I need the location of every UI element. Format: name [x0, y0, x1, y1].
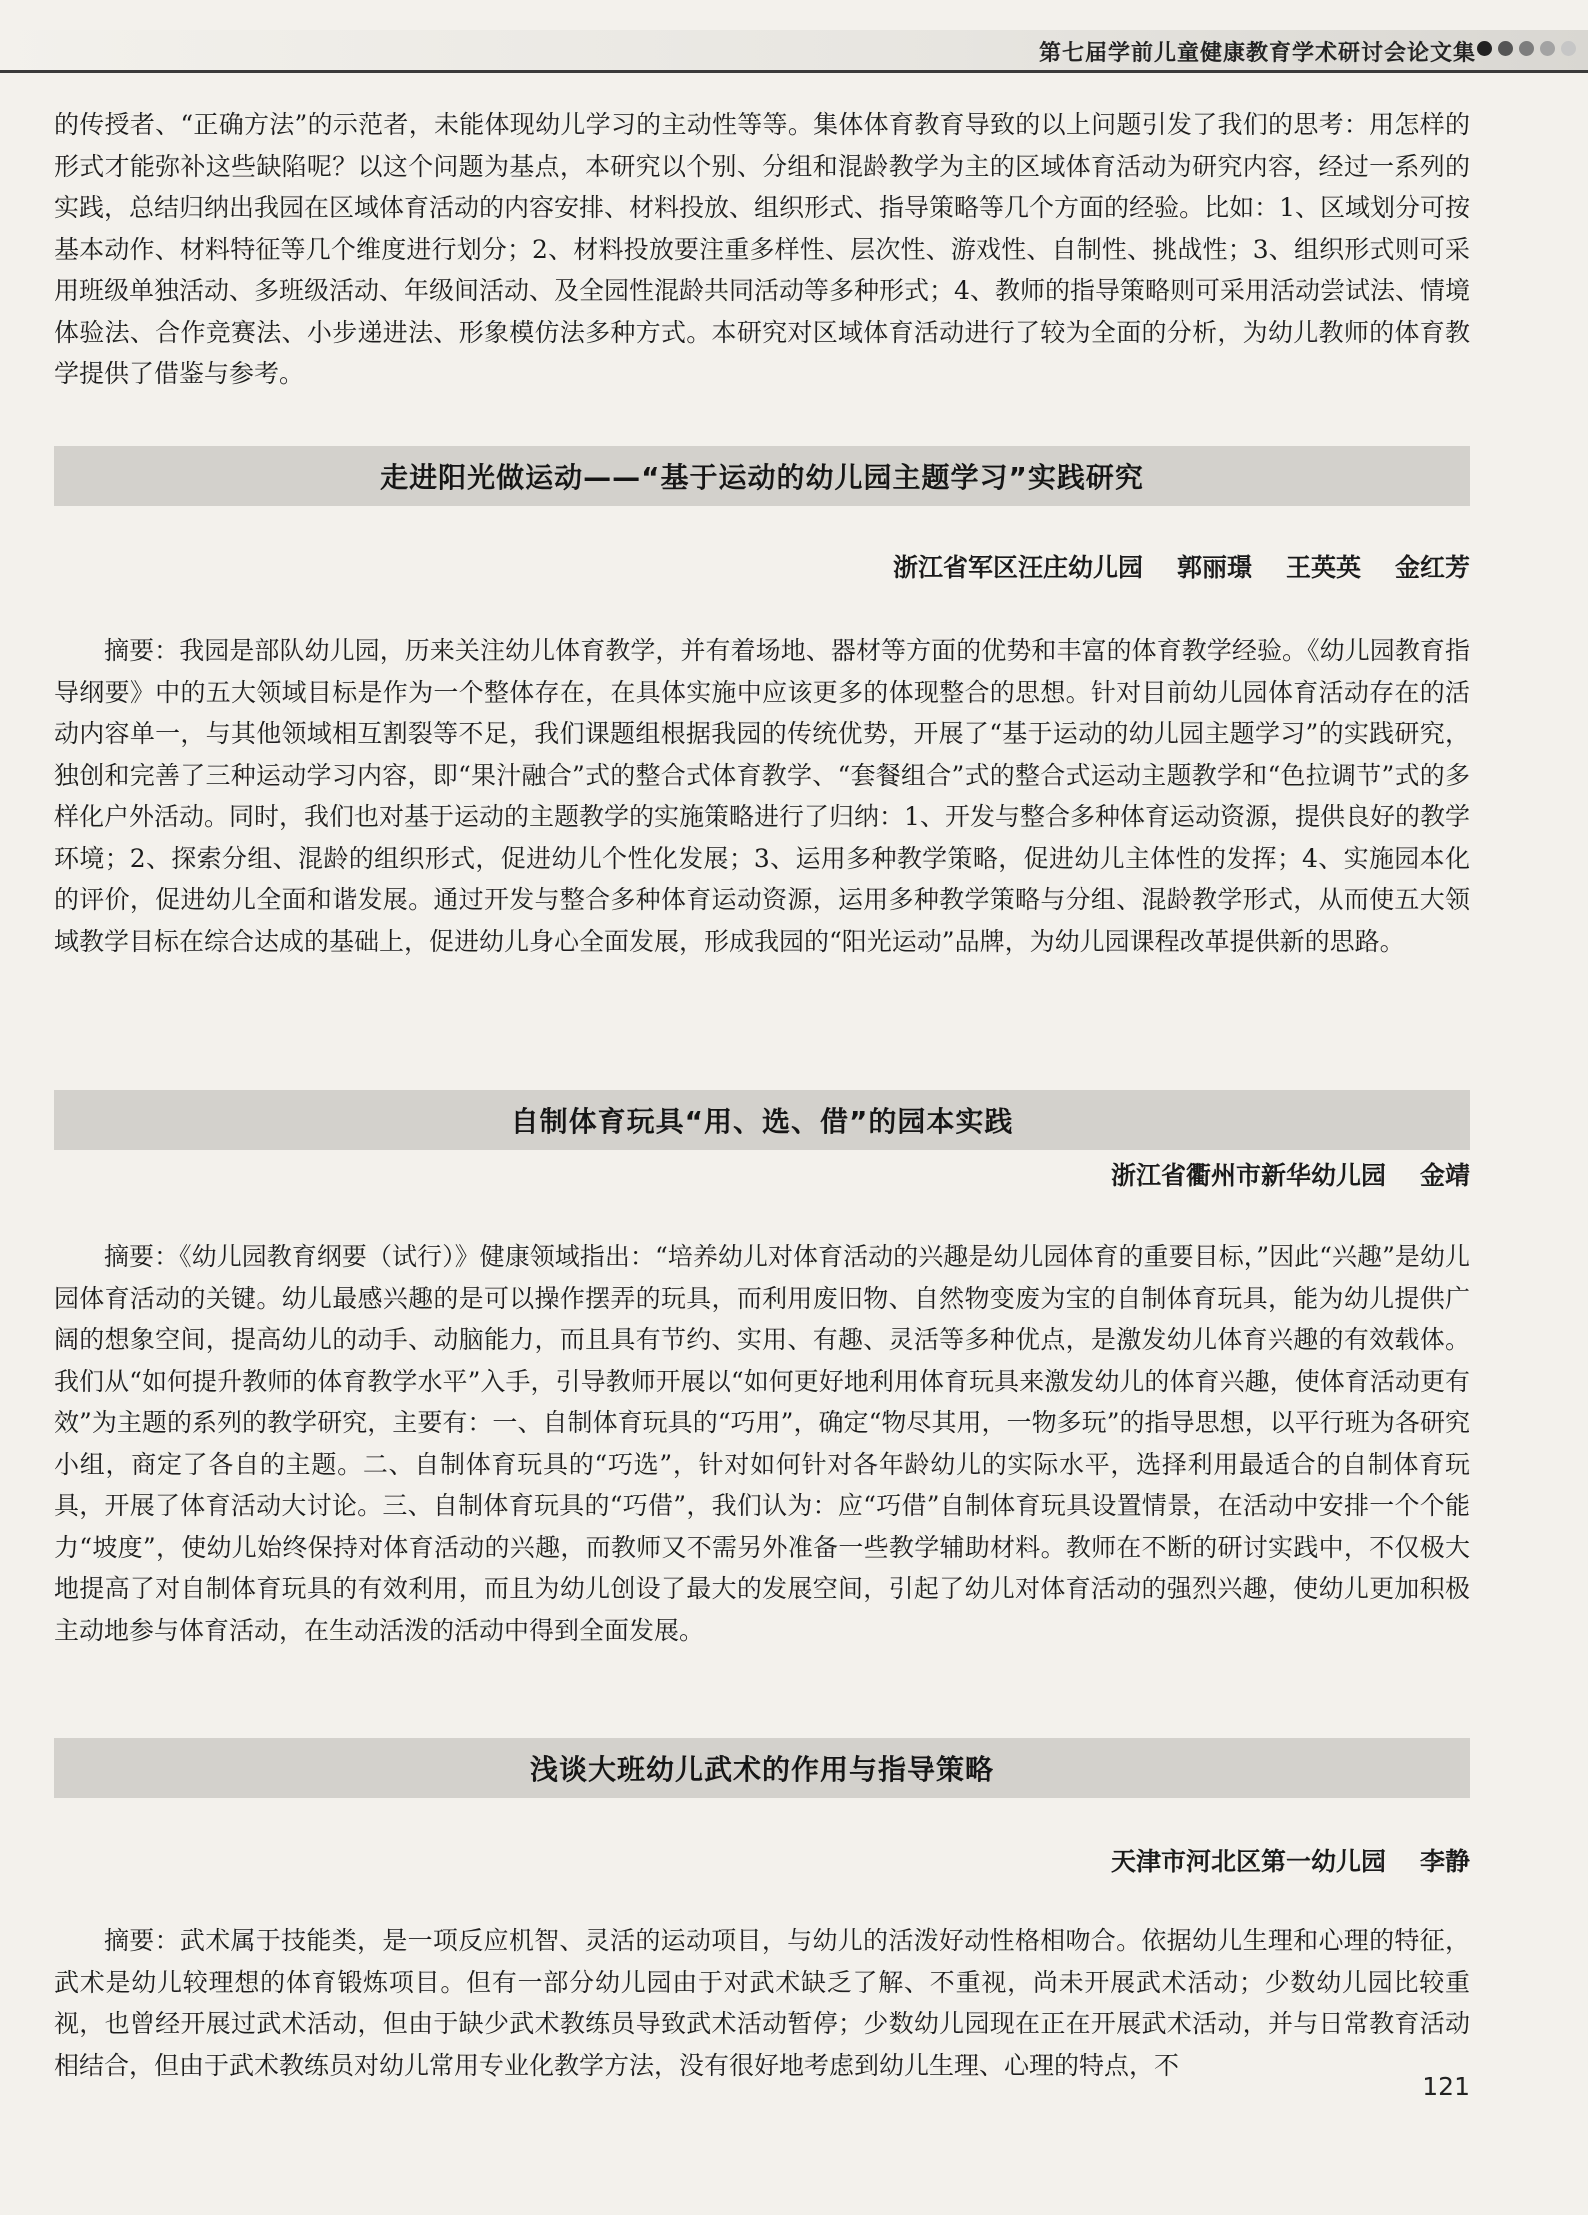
article-3-body [54, 1920, 1470, 2086]
article-2-body [54, 1236, 1470, 1651]
article-3-title: 浅谈大班幼儿武术的作用与指导策略 [529, 1753, 994, 1786]
dot-icon [1498, 41, 1513, 56]
article-1-affiliation: 浙江省军区汪庄幼儿园 [892, 553, 1143, 582]
running-header [0, 30, 1588, 73]
article-2-author-1: 金靖 [1419, 1161, 1470, 1190]
article-1-abstract: 摘要：我园是部队幼儿园，历来关注幼儿体育教学，并有着场地、器材等方面的优势和丰富的体育教学经验。《幼儿园教育指导纲要》中的五大领域目标是作为一个整体存在，在具体实施中应该更多的体现整合的思想。针对目前幼儿园体育活动存在的活动内容单一，与其他领域相互割裂等不足，我们课题组根据我园的传统优势，开展了“基于运动的幼儿园主题学习”的实践研究，独创和完善了三种运动学习内容，即“果汁融合”式的整合式体育教学、“套餐组合”式的整合式运动主题教学和“色拉调节”式的多样化户外活动。同时，我们也对基于运动的主题教学的实施策略进行了归纳：1、开发与整合多种体育运动资源，提供良好的教学环境；2、探索分组、混龄的组织形式，促进幼儿个性化发展；3、运用多种教学策略，促进幼儿主体性的发挥；4、实施园本化的评价，促进幼儿全面和谐发展。通过开发与整合多种体育运动资源，运用多种教学策略与分组、混龄教学形式，从而使五大领域教学目标在综合达成的基础上，促进幼儿身心全面发展，形成我园的“阳光运动”品牌，为幼儿园课程改革提供新的思路。 [54, 636, 1470, 956]
header-dots-decoration [1477, 41, 1576, 56]
article-2-title: 自制体育玩具“用、选、借”的园本实践 [510, 1105, 1014, 1138]
article-2-authors [1111, 1156, 1470, 1192]
proceedings-title: 第七届学前儿童健康教育学术研讨会论文集 [1038, 41, 1476, 66]
article-1-title: 走进阳光做运动——“基于运动的幼儿园主题学习”实践研究 [380, 461, 1144, 494]
article-2-affiliation: 浙江省衢州市新华幼儿园 [1110, 1161, 1386, 1190]
article-3-author-1: 李静 [1419, 1847, 1470, 1876]
article-1-author-3: 金红芳 [1394, 553, 1470, 582]
article-3-authors [1111, 1842, 1470, 1878]
article-3-abstract: 摘要：武术属于技能类，是一项反应机智、灵活的运动项目，与幼儿的活泼好动性格相吻合。依据幼儿生理和心理的特征，武术是幼儿较理想的体育锻炼项目。但有一部分幼儿园由于对武术缺乏了解、不重视，尚未开展武术活动；少数幼儿园比较重视，也曾经开展过武术活动，但由于缺少武术教练员导致武术活动暂停；少数幼儿园现在正在开展武术活动，并与日常教育活动相结合，但由于武术教练员对幼儿常用专业化教学方法，没有很好地考虑到幼儿生理、心理的特点，不 [54, 1926, 1470, 2080]
article-1-author-2: 王英英 [1285, 553, 1361, 582]
article-1-author-1: 郭丽璟 [1176, 553, 1252, 582]
article-1-title-band [54, 446, 1470, 506]
dot-icon [1561, 41, 1576, 56]
intro-paragraph: 的传授者、“正确方法”的示范者，未能体现幼儿学习的主动性等等。集体体育教育导致的以上问题引发了我们的思考：用怎样的形式才能弥补这些缺陷呢？以这个问题为基点，本研究以个别、分组和混龄教学为主的区域体育活动为研究内容，经过一系列的实践，总结归纳出我园在区域体育活动的内容安排、材料投放、组织形式、指导策略等几个方面的经验。比如：1、区域划分可按基本动作、材料特征等几个维度进行划分；2、材料投放要注重多样性、层次性、游戏性、自制性、挑战性；3、组织形式则可采用班级单独活动、多班级活动、年级间活动、及全园性混龄共同活动等多种形式；4、教师的指导策略则可采用活动尝试法、情境体验法、合作竞赛法、小步递进法、形象模仿法多种方式。本研究对区域体育活动进行了较为全面的分析，为幼儿教师的体育教学提供了借鉴与参考。 [54, 110, 1470, 388]
article-2-title-band [54, 1090, 1470, 1150]
page-number: 121 [1422, 2072, 1470, 2101]
intro-section [54, 104, 1470, 395]
dot-icon [1477, 41, 1492, 56]
dot-icon [1519, 41, 1534, 56]
dot-icon [1540, 41, 1555, 56]
article-1-body [54, 630, 1470, 962]
article-3-title-band [54, 1738, 1470, 1798]
article-1-authors [893, 548, 1470, 584]
article-2-abstract: 摘要：《幼儿园教育纲要（试行）》健康领域指出：“培养幼儿对体育活动的兴趣是幼儿园体育的重要目标，”因此“兴趣”是幼儿园体育活动的关键。幼儿最感兴趣的是可以操作摆弄的玩具，而利用废旧物、自然物变废为宝的自制体育玩具，能为幼儿提供广阔的想象空间，提高幼儿的动手、动脑能力，而且具有节约、实用、有趣、灵活等多种优点，是激发幼儿体育兴趣的有效载体。我们从“如何提升教师的体育教学水平”入手，引导教师开展以“如何更好地利用体育玩具来激发幼儿的体育兴趣，使体育活动更有效”为主题的系列的教学研究，主要有：一、自制体育玩具的“巧用”，确定“物尽其用，一物多玩”的指导思想，以平行班为各研究小组，商定了各自的主题。二、自制体育玩具的“巧选”，针对如何针对各年龄幼儿的实际水平，选择利用最适合的自制体育玩具，开展了体育活动大讨论。三、自制体育玩具的“巧借”，我们认为：应“巧借”自制体育玩具设置情景，在活动中安排一个个能力“坡度”，使幼儿始终保持对体育活动的兴趣，而教师又不需另外准备一些教学辅助材料。教师在不断的研讨实践中，不仅极大地提高了对自制体育玩具的有效利用，而且为幼儿创设了最大的发展空间，引起了幼儿对体育活动的强烈兴趣，使幼儿更加积极主动地参与体育活动，在生动活泼的活动中得到全面发展。 [54, 1242, 1470, 1645]
article-3-affiliation: 天津市河北区第一幼儿园 [1110, 1847, 1386, 1876]
